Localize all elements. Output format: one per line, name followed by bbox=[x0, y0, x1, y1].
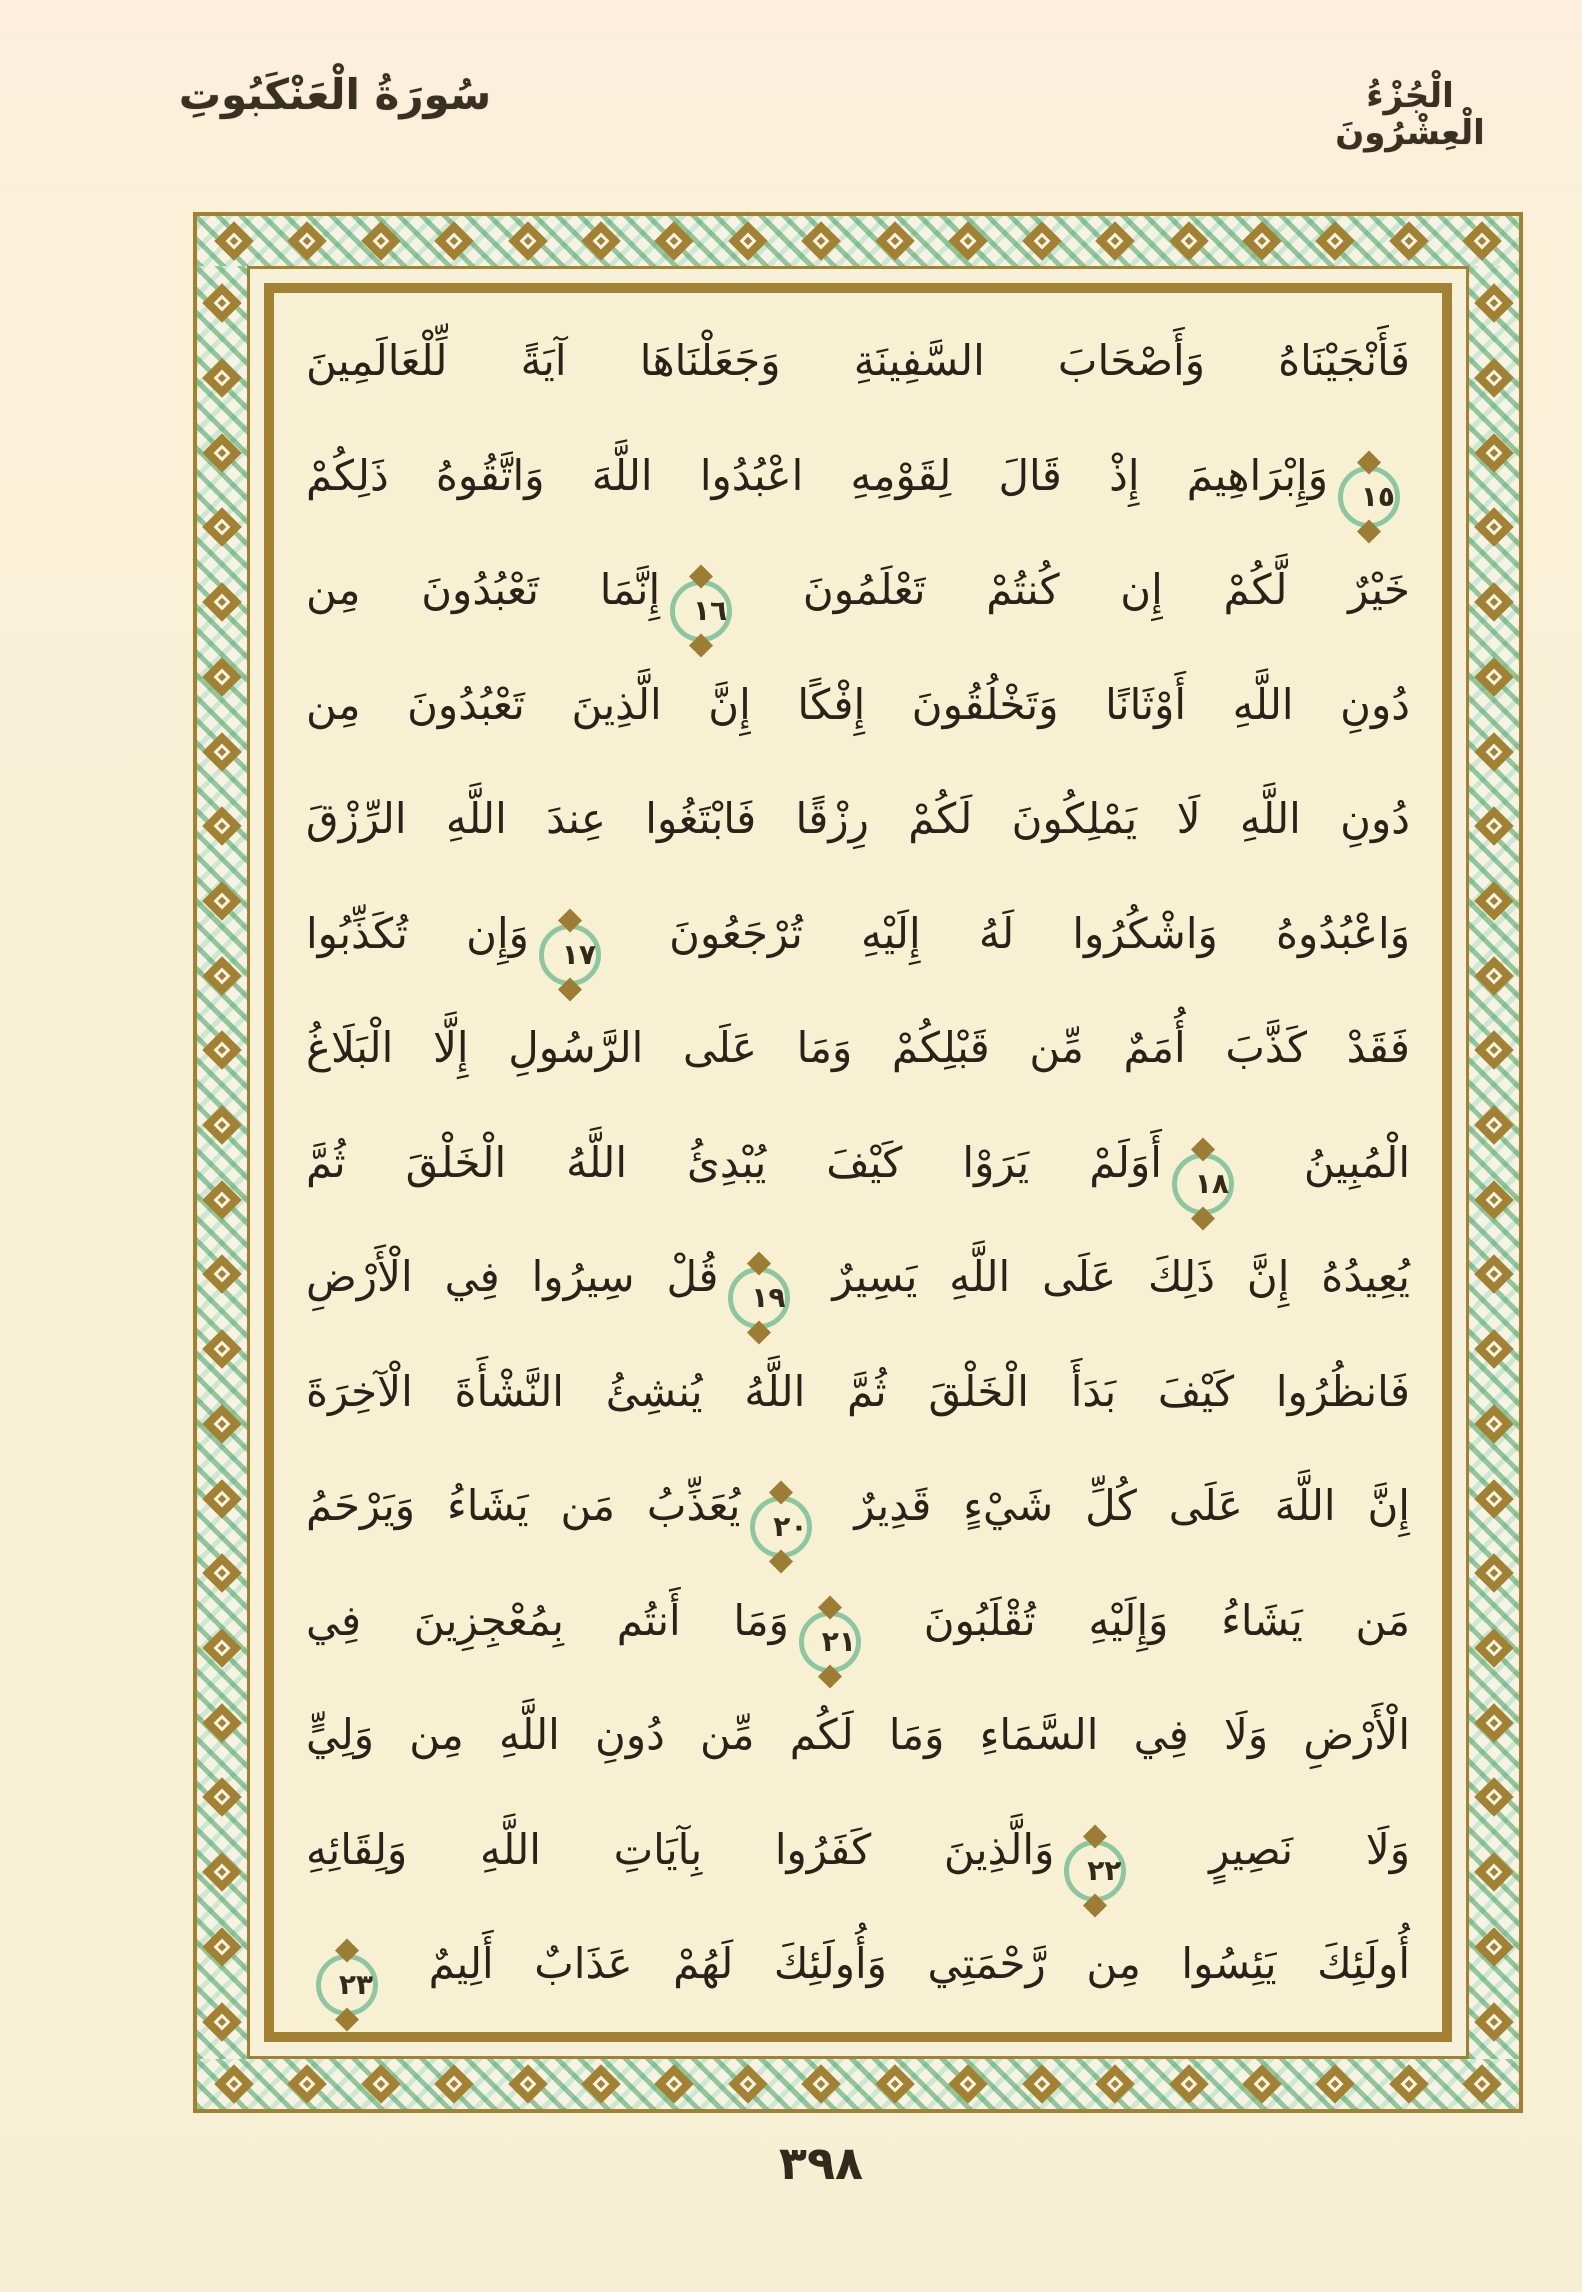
border-diamond-motif bbox=[1469, 1461, 1519, 1536]
gold-diamond-icon bbox=[1474, 1329, 1514, 1369]
gold-diamond-icon bbox=[202, 433, 242, 473]
ayah-marker bbox=[1172, 1153, 1234, 1215]
border-diamond-motif bbox=[1469, 640, 1519, 715]
border-diamond-motif bbox=[1372, 216, 1445, 266]
gold-diamond-icon bbox=[802, 221, 842, 261]
quran-text-segment: أُولَئِكَ يَئِسُوا مِن رَّحْمَتِي وَأُولَئِكَ لَهُمْ عَذَابٌ أَلِيمٌ bbox=[428, 1939, 1410, 1988]
quran-text-segment: قُلْ سِيرُوا فِي الْأَرْضِ bbox=[306, 1252, 719, 1301]
text-panel bbox=[264, 283, 1452, 2042]
border-diamond-motif bbox=[1469, 1984, 1519, 2059]
gold-diamond-icon bbox=[202, 1628, 242, 1668]
border-diamond-motif bbox=[197, 2059, 270, 2109]
gold-diamond-icon bbox=[1022, 2064, 1062, 2104]
border-diamond-motif bbox=[638, 2059, 711, 2109]
gold-diamond-icon bbox=[1474, 358, 1514, 398]
quran-line bbox=[306, 422, 1410, 530]
border-diamond-motif bbox=[197, 341, 247, 416]
gold-diamond-icon bbox=[214, 221, 254, 261]
border-diamond-motif bbox=[1469, 341, 1519, 416]
border-diamond-motif bbox=[1469, 1611, 1519, 1686]
border-diamond-motif bbox=[197, 1461, 247, 1536]
gold-diamond-icon bbox=[802, 2064, 842, 2104]
gold-diamond-icon bbox=[1389, 2064, 1429, 2104]
gold-diamond-icon bbox=[1474, 881, 1514, 921]
border-diamond-motif bbox=[1225, 216, 1298, 266]
border-diamond-motif bbox=[197, 1162, 247, 1237]
gold-diamond-icon bbox=[202, 881, 242, 921]
ayah-marker bbox=[1338, 466, 1400, 528]
gold-diamond-icon bbox=[1474, 582, 1514, 622]
gold-diamond-icon bbox=[1022, 221, 1062, 261]
border-diamond-motif bbox=[1469, 1909, 1519, 1984]
border-diamond-motif bbox=[1469, 1387, 1519, 1462]
gold-diamond-icon bbox=[202, 1404, 242, 1444]
gold-diamond-icon bbox=[202, 1180, 242, 1220]
gold-diamond-icon bbox=[1474, 1404, 1514, 1444]
gold-diamond-icon bbox=[202, 806, 242, 846]
border-pattern-right bbox=[1466, 266, 1519, 2059]
quran-text-segment: فَقَدْ كَذَّبَ أُمَمٌ مِّن قَبْلِكُمْ وَمَا عَلَى الرَّسُولِ إِلَّا الْبَلَاغُ bbox=[306, 1023, 1410, 1072]
quran-text-segment: يُعَذِّبُ مَن يَشَاءُ وَيَرْحَمُ bbox=[306, 1481, 741, 1530]
gold-diamond-icon bbox=[202, 1927, 242, 1967]
gold-diamond-icon bbox=[728, 2064, 768, 2104]
quran-text-segment: وَإِن تُكَذِّبُوا bbox=[306, 908, 529, 958]
border-diamond-motif bbox=[785, 216, 858, 266]
border-diamond-motif bbox=[197, 1237, 247, 1312]
gold-diamond-icon bbox=[581, 2064, 621, 2104]
quran-line bbox=[306, 1223, 1410, 1331]
quran-line bbox=[306, 1567, 1410, 1675]
gold-diamond-icon bbox=[875, 221, 915, 261]
border-diamond-motif bbox=[197, 864, 247, 939]
border-diamond-motif bbox=[858, 216, 931, 266]
quran-text-segment: خَيْرٌ لَّكُمْ إِن كُنتُمْ تَعْلَمُونَ bbox=[802, 565, 1410, 614]
border-pattern-bottom bbox=[197, 2056, 1519, 2109]
gold-diamond-icon bbox=[1474, 1479, 1514, 1519]
border-diamond-motif bbox=[197, 1685, 247, 1760]
gold-diamond-icon bbox=[1474, 1255, 1514, 1295]
ayah-marker bbox=[1064, 1840, 1126, 1902]
border-diamond-motif bbox=[1372, 2059, 1445, 2109]
ayah-marker bbox=[750, 1496, 812, 1558]
gold-diamond-icon bbox=[361, 221, 401, 261]
border-diamond-motif bbox=[1005, 2059, 1078, 2109]
gold-diamond-icon bbox=[1474, 657, 1514, 697]
gold-diamond-icon bbox=[1242, 221, 1282, 261]
quran-text-segment: الْأَرْضِ وَلَا فِي السَّمَاءِ وَمَا لَكُم مِّن دُونِ اللَّهِ مِن وَلِيٍّ bbox=[306, 1710, 1410, 1759]
border-diamond-motif bbox=[417, 2059, 490, 2109]
page-number: ٣٩٨ bbox=[778, 2136, 864, 2190]
border-diamond-motif bbox=[1469, 1685, 1519, 1760]
gold-diamond-icon bbox=[655, 221, 695, 261]
border-diamond-motif bbox=[1469, 1760, 1519, 1835]
quran-text-segment: أَوَلَمْ يَرَوْا كَيْفَ يُبْدِئُ اللَّهُ الْخَلْقَ ثُمَّ bbox=[306, 1137, 1162, 1187]
border-diamond-motif bbox=[1469, 1013, 1519, 1088]
border-diamond-motif bbox=[344, 2059, 417, 2109]
ayah-number: ٢٢ bbox=[1087, 1853, 1122, 1887]
gold-diamond-icon bbox=[1474, 1703, 1514, 1743]
border-diamond-motif bbox=[1469, 1237, 1519, 1312]
gold-diamond-icon bbox=[202, 1852, 242, 1892]
border-diamond-motif bbox=[1469, 789, 1519, 864]
gold-diamond-icon bbox=[202, 1479, 242, 1519]
gold-diamond-icon bbox=[1474, 1105, 1514, 1145]
gold-diamond-icon bbox=[202, 732, 242, 772]
border-diamond-motif bbox=[1469, 565, 1519, 640]
gold-diamond-icon bbox=[202, 1255, 242, 1295]
quran-line bbox=[306, 307, 1410, 415]
gold-diamond-icon bbox=[1474, 1031, 1514, 1071]
quran-line bbox=[306, 1338, 1410, 1446]
ayah-number: ١٨ bbox=[1194, 1166, 1229, 1200]
gold-diamond-icon bbox=[1474, 1553, 1514, 1593]
quran-text-segment: فَانظُرُوا كَيْفَ بَدَأَ الْخَلْقَ ثُمَّ اللَّهُ يُنشِئُ النَّشْأَةَ الْآخِرَةَ bbox=[306, 1366, 1410, 1416]
ayah-marker bbox=[539, 924, 601, 986]
quran-line bbox=[306, 1452, 1410, 1560]
border-diamond-motif bbox=[197, 1088, 247, 1163]
border-pattern-left bbox=[197, 266, 250, 2059]
border-diamond-motif bbox=[491, 216, 564, 266]
quran-text-segment: وَالَّذِينَ كَفَرُوا بِآيَاتِ اللَّهِ وَلِقَائِهِ bbox=[306, 1824, 1055, 1874]
quran-text-segment: إِنَّ اللَّهَ عَلَى كُلِّ شَيْءٍ قَدِيرٌ bbox=[854, 1481, 1410, 1530]
border-diamond-motif bbox=[1469, 1312, 1519, 1387]
juz-name-header: الْجُزْءُ الْعِشْرُونَ bbox=[1335, 76, 1485, 154]
gold-diamond-icon bbox=[1316, 221, 1356, 261]
border-diamond-motif bbox=[344, 216, 417, 266]
border-diamond-motif bbox=[932, 2059, 1005, 2109]
border-diamond-motif bbox=[858, 2059, 931, 2109]
border-diamond-motif bbox=[197, 1835, 247, 1910]
gold-diamond-icon bbox=[202, 2002, 242, 2042]
quran-line bbox=[306, 1910, 1410, 2018]
ayah-number: ٢٠ bbox=[773, 1510, 808, 1543]
gold-diamond-icon bbox=[728, 221, 768, 261]
gold-diamond-icon bbox=[1474, 1852, 1514, 1892]
border-diamond-motif bbox=[1225, 2059, 1298, 2109]
gold-diamond-icon bbox=[1169, 2064, 1209, 2104]
quran-text-segment: إِنَّمَا تَعْبُدُونَ مِن bbox=[306, 565, 661, 614]
border-diamond-motif bbox=[197, 1611, 247, 1686]
quran-text-segment: وَمَا أَنتُم بِمُعْجِزِينَ فِي bbox=[306, 1595, 789, 1645]
gold-diamond-icon bbox=[948, 2064, 988, 2104]
gold-diamond-icon bbox=[655, 2064, 695, 2104]
border-diamond-motif bbox=[932, 216, 1005, 266]
gold-diamond-icon bbox=[434, 221, 474, 261]
gold-diamond-icon bbox=[581, 221, 621, 261]
ayah-number: ٢١ bbox=[821, 1624, 856, 1658]
gold-diamond-icon bbox=[1474, 956, 1514, 996]
gold-diamond-icon bbox=[202, 1553, 242, 1593]
border-diamond-motif bbox=[197, 1984, 247, 2059]
gold-diamond-icon bbox=[287, 2064, 327, 2104]
gold-diamond-icon bbox=[1462, 2064, 1502, 2104]
gold-diamond-icon bbox=[1474, 284, 1514, 324]
border-diamond-motif bbox=[711, 2059, 784, 2109]
quran-line bbox=[306, 880, 1410, 988]
border-diamond-motif bbox=[491, 2059, 564, 2109]
border-diamond-motif bbox=[197, 565, 247, 640]
border-pattern-top bbox=[197, 216, 1519, 269]
gold-diamond-icon bbox=[434, 2064, 474, 2104]
ayah-number: ١٧ bbox=[561, 937, 596, 971]
gold-diamond-icon bbox=[202, 1031, 242, 1071]
border-diamond-motif bbox=[197, 1909, 247, 1984]
gold-diamond-icon bbox=[287, 221, 327, 261]
border-diamond-motif bbox=[197, 490, 247, 565]
gold-diamond-icon bbox=[508, 221, 548, 261]
gold-diamond-icon bbox=[1095, 221, 1135, 261]
gold-diamond-icon bbox=[1474, 1180, 1514, 1220]
gold-diamond-icon bbox=[1474, 2002, 1514, 2042]
border-diamond-motif bbox=[564, 2059, 637, 2109]
gold-diamond-icon bbox=[508, 2064, 548, 2104]
gold-diamond-icon bbox=[1095, 2064, 1135, 2104]
border-diamond-motif bbox=[1469, 714, 1519, 789]
gold-diamond-icon bbox=[1474, 508, 1514, 548]
quran-line bbox=[306, 1681, 1410, 1789]
quran-text-segment: وَلَا نَصِيرٍ bbox=[1209, 1824, 1411, 1874]
border-diamond-motif bbox=[197, 789, 247, 864]
border-diamond-motif bbox=[1005, 216, 1078, 266]
border-diamond-motif bbox=[1469, 1088, 1519, 1163]
gold-diamond-icon bbox=[1242, 2064, 1282, 2104]
border-diamond-motif bbox=[197, 415, 247, 490]
border-diamond-motif bbox=[1469, 864, 1519, 939]
border-diamond-motif bbox=[1469, 1835, 1519, 1910]
quran-text-block bbox=[306, 307, 1410, 2018]
quran-line bbox=[306, 765, 1410, 873]
border-diamond-motif bbox=[1469, 938, 1519, 1013]
border-diamond-motif bbox=[1469, 490, 1519, 565]
gold-diamond-icon bbox=[202, 1329, 242, 1369]
gold-diamond-icon bbox=[202, 508, 242, 548]
border-diamond-motif bbox=[1469, 415, 1519, 490]
border-diamond-motif bbox=[711, 216, 784, 266]
ayah-number: ١٦ bbox=[692, 594, 728, 627]
quran-text-segment: وَاعْبُدُوهُ وَاشْكُرُوا لَهُ إِلَيْهِ تُرْجَعُونَ bbox=[669, 908, 1410, 958]
gold-diamond-icon bbox=[202, 1105, 242, 1145]
ayah-number: ١٩ bbox=[751, 1281, 786, 1314]
quran-line bbox=[306, 994, 1410, 1102]
gold-diamond-icon bbox=[1169, 221, 1209, 261]
gold-diamond-icon bbox=[1462, 221, 1502, 261]
quran-line bbox=[306, 1796, 1410, 1904]
quran-line bbox=[306, 651, 1410, 759]
gold-diamond-icon bbox=[361, 2064, 401, 2104]
border-diamond-motif bbox=[197, 1536, 247, 1611]
border-diamond-motif bbox=[1152, 2059, 1225, 2109]
ayah-marker bbox=[316, 1954, 378, 2016]
ayah-marker bbox=[670, 580, 732, 642]
quran-text-segment: دُونِ اللَّهِ أَوْثَانًا وَتَخْلُقُونَ إِفْكًا إِنَّ الَّذِينَ تَعْبُدُونَ مِن bbox=[306, 679, 1410, 729]
border-diamond-motif bbox=[197, 1760, 247, 1835]
gold-diamond-icon bbox=[202, 1778, 242, 1818]
quran-line bbox=[306, 536, 1410, 644]
quran-text-segment: يُعِيدُهُ إِنَّ ذَلِكَ عَلَى اللَّهِ يَسِيرٌ bbox=[832, 1252, 1410, 1301]
gold-diamond-icon bbox=[1474, 433, 1514, 473]
gold-diamond-icon bbox=[202, 1703, 242, 1743]
gold-diamond-icon bbox=[1474, 806, 1514, 846]
border-diamond-motif bbox=[197, 1387, 247, 1462]
gold-diamond-icon bbox=[1316, 2064, 1356, 2104]
gold-diamond-icon bbox=[875, 2064, 915, 2104]
ayah-number: ٢٣ bbox=[338, 1968, 373, 2001]
border-diamond-motif bbox=[417, 216, 490, 266]
border-diamond-motif bbox=[197, 1312, 247, 1387]
quran-text-segment: الْمُبِينُ bbox=[1303, 1137, 1410, 1187]
surah-name-header: سُورَةُ الْعَنْكَبُوتِ bbox=[178, 70, 492, 119]
border-diamond-motif bbox=[197, 266, 247, 341]
gold-diamond-icon bbox=[202, 284, 242, 324]
quran-text-segment: دُونِ اللَّهِ لَا يَمْلِكُونَ لَكُمْ رِزْقًا فَابْتَغُوا عِندَ اللَّهِ الرِّزْقَ bbox=[306, 794, 1410, 843]
border-diamond-motif bbox=[1078, 216, 1151, 266]
border-diamond-motif bbox=[638, 216, 711, 266]
ayah-number: ١٥ bbox=[1360, 479, 1395, 513]
border-diamond-motif bbox=[197, 938, 247, 1013]
border-diamond-motif bbox=[1469, 1536, 1519, 1611]
quran-text-segment: وَإِبْرَاهِيمَ إِذْ قَالَ لِقَوْمِهِ اعْبُدُوا اللَّهَ وَاتَّقُوهُ ذَلِكُمْ bbox=[306, 450, 1328, 500]
border-diamond-motif bbox=[271, 2059, 344, 2109]
gold-diamond-icon bbox=[202, 358, 242, 398]
border-diamond-motif bbox=[564, 216, 637, 266]
gold-diamond-icon bbox=[1389, 221, 1429, 261]
border-diamond-motif bbox=[271, 216, 344, 266]
border-diamond-motif bbox=[197, 714, 247, 789]
quran-text-segment: مَن يَشَاءُ وَإِلَيْهِ تُقْلَبُونَ bbox=[923, 1595, 1410, 1645]
gold-diamond-icon bbox=[1474, 1927, 1514, 1967]
gold-diamond-icon bbox=[948, 221, 988, 261]
gold-diamond-icon bbox=[214, 2064, 254, 2104]
border-diamond-motif bbox=[1446, 2059, 1519, 2109]
border-diamond-motif bbox=[1078, 2059, 1151, 2109]
border-diamond-motif bbox=[785, 2059, 858, 2109]
border-diamond-motif bbox=[197, 216, 270, 266]
border-diamond-motif bbox=[1299, 2059, 1372, 2109]
border-diamond-motif bbox=[1469, 1162, 1519, 1237]
gold-diamond-icon bbox=[202, 657, 242, 697]
gold-diamond-icon bbox=[1474, 1628, 1514, 1668]
ayah-marker bbox=[728, 1267, 790, 1329]
gold-diamond-icon bbox=[1474, 1778, 1514, 1818]
border-diamond-motif bbox=[197, 640, 247, 715]
ornamental-border-frame bbox=[193, 212, 1523, 2113]
quran-text-segment: فَأَنْجَيْنَاهُ وَأَصْحَابَ السَّفِينَةِ وَجَعَلْنَاهَا آيَةً لِّلْعَالَمِينَ bbox=[306, 336, 1410, 385]
gold-diamond-icon bbox=[202, 956, 242, 996]
border-diamond-motif bbox=[1299, 216, 1372, 266]
border-diamond-motif bbox=[1469, 266, 1519, 341]
ayah-marker bbox=[799, 1611, 861, 1673]
quran-line bbox=[306, 1109, 1410, 1217]
gold-diamond-icon bbox=[202, 582, 242, 622]
border-diamond-motif bbox=[1446, 216, 1519, 266]
border-diamond-motif bbox=[1152, 216, 1225, 266]
gold-diamond-icon bbox=[1474, 732, 1514, 772]
border-diamond-motif bbox=[197, 1013, 247, 1088]
